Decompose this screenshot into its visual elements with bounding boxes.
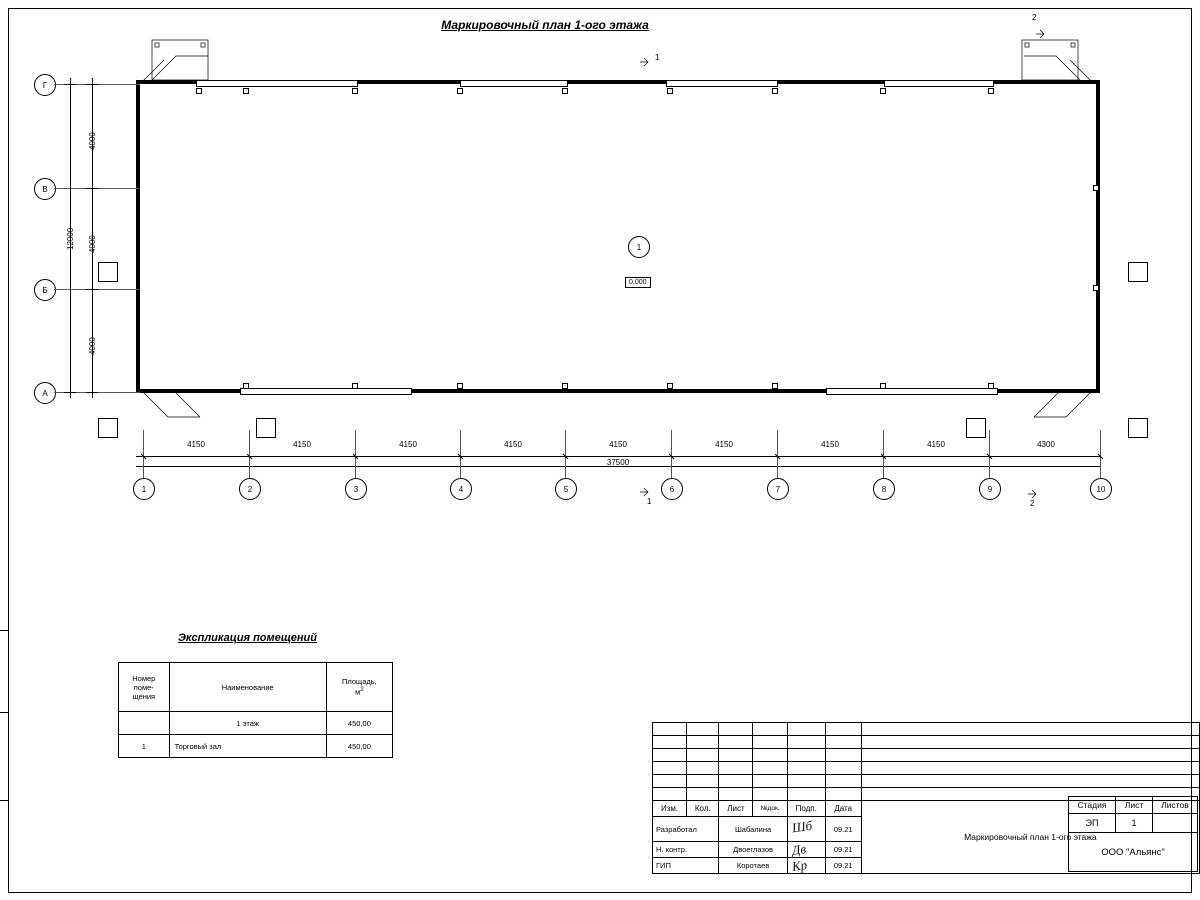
axis-bubble-1: 1 [133, 478, 155, 500]
rev-cell [861, 775, 1199, 788]
axis-bubble-5: 5 [555, 478, 577, 500]
hdim-label-8: 4150 [927, 440, 945, 449]
foundation-block-b2 [966, 418, 986, 438]
wall-bot-seg-1 [136, 389, 240, 393]
rev-cell [825, 775, 861, 788]
column-mark [988, 88, 994, 94]
axis-leader-5 [565, 430, 566, 478]
axis-bubble-10: 10 [1090, 478, 1112, 500]
cell-name: Торговый зал [169, 735, 326, 758]
axis-leader-7 [777, 430, 778, 478]
rev-cell [825, 736, 861, 749]
stage-value: ЭП [1069, 814, 1116, 833]
sheet-border-top [8, 8, 1192, 9]
vdim-label-1: 4000 [88, 132, 97, 150]
window-top-3 [666, 80, 778, 87]
table-row [119, 735, 393, 758]
rev-cell [753, 723, 787, 736]
axis-bubble-4: 4 [450, 478, 472, 500]
hdim-line-inner [136, 456, 1100, 457]
stamp-col-kol: Кол. [687, 801, 719, 817]
revision-row [653, 749, 1200, 762]
stamp-date-gip: 09.21 [825, 858, 861, 874]
elevation-mark: 0,000 [625, 277, 651, 288]
hdim-label-9: 4300 [1037, 440, 1055, 449]
column-mark [562, 383, 568, 389]
sheets-value [1153, 814, 1198, 833]
header-area-l2: $м^2$ [355, 686, 364, 697]
column-mark [1093, 285, 1099, 291]
company-name: ООО "Альянс" [1069, 833, 1198, 872]
rev-cell [825, 762, 861, 775]
wall-top-seg-5 [992, 80, 1100, 84]
axis-leader-8 [883, 430, 884, 478]
column-mark [772, 88, 778, 94]
hdim-label-6: 4150 [715, 440, 733, 449]
revision-row [653, 762, 1200, 775]
cell-name: 1 этаж [169, 712, 326, 735]
axis-bubble-b: Б [34, 279, 56, 301]
stamp-sign-control [787, 842, 825, 858]
stamp-name-control: Двоеглазов [719, 842, 787, 858]
column-mark [880, 383, 886, 389]
rev-cell [861, 762, 1199, 775]
stamp-name-developer: Шабалина [719, 817, 787, 842]
signature-glyph: Дв [790, 841, 807, 858]
stamp-right-header [1069, 797, 1198, 814]
cell-area: 450,00 [326, 735, 392, 758]
rev-cell [687, 788, 719, 801]
header-area-l1: Площадь, [342, 677, 377, 687]
stamp-col-podp: Подп. [787, 801, 825, 817]
vdim-tick [86, 289, 98, 290]
wall-left [136, 80, 140, 393]
rev-cell [861, 749, 1199, 762]
sheet-border-left [8, 8, 9, 892]
stamp-col-izm: Изм. [653, 801, 687, 817]
vdim-tick-outer [64, 392, 76, 393]
cell-number: 1 [119, 735, 170, 758]
rev-cell [719, 723, 753, 736]
hdim-label-2: 4150 [293, 440, 311, 449]
rev-cell [861, 723, 1199, 736]
hdim-label-7: 4150 [821, 440, 839, 449]
rev-cell [653, 736, 687, 749]
window-bottom-2 [826, 388, 998, 395]
rev-cell [719, 736, 753, 749]
hdim-total: 37500 [606, 458, 630, 467]
column-mark [667, 383, 673, 389]
rev-cell [687, 736, 719, 749]
revision-row [653, 736, 1200, 749]
plan-title: Маркировочный план 1-ого этажа [441, 18, 649, 32]
foundation-block-left [98, 262, 118, 282]
wall-bot-seg-2 [410, 389, 826, 393]
window-top-2 [460, 80, 568, 87]
wall-right [1096, 80, 1100, 393]
table-row [119, 712, 393, 735]
column-mark [988, 383, 994, 389]
foundation-block-bl [98, 418, 118, 438]
stamp-col-ndok: №док. [753, 801, 787, 817]
section-mark-2-top: 2 [1032, 13, 1037, 22]
section-mark-2-bottom: 2 [1030, 499, 1035, 508]
explication-title: Экспликация помещений [178, 632, 317, 644]
wall-top-seg-2 [356, 80, 460, 84]
stamp-company-row [1069, 833, 1198, 872]
sheet-value: 1 [1116, 814, 1153, 833]
axis-leader-1 [143, 430, 144, 478]
stamp-sign-developer [787, 817, 825, 842]
axis-bubble-8: 8 [873, 478, 895, 500]
header-cell-area [326, 663, 392, 712]
rev-cell [653, 749, 687, 762]
stamp-role-gip: ГИП [653, 858, 719, 874]
axis-leader-6 [671, 430, 672, 478]
column-mark [457, 383, 463, 389]
wall-top-seg-4 [776, 80, 884, 84]
axis-leader-3 [355, 430, 356, 478]
rev-cell [787, 749, 825, 762]
axis-bubble-g: Г [34, 74, 56, 96]
rev-cell [719, 788, 753, 801]
stamp-right-values [1069, 814, 1198, 833]
window-top-1 [196, 80, 358, 87]
hdim-label-5: 4150 [609, 440, 627, 449]
rev-cell [753, 762, 787, 775]
vdim-tick [86, 392, 98, 393]
fold-mark-1 [0, 630, 8, 631]
axis-leader-4 [460, 430, 461, 478]
column-mark [772, 383, 778, 389]
window-bottom-1 [240, 388, 412, 395]
rev-cell [787, 788, 825, 801]
axis-leader-10 [1100, 430, 1101, 478]
rev-cell [825, 788, 861, 801]
rev-cell [753, 736, 787, 749]
hdim-label-4: 4150 [504, 440, 522, 449]
signature-glyph: Шб [790, 817, 813, 836]
hdim-label-1: 4150 [187, 440, 205, 449]
rev-cell [787, 762, 825, 775]
stamp-role-developer: Разработал [653, 817, 719, 842]
rev-cell [861, 736, 1199, 749]
rev-cell [687, 775, 719, 788]
fold-mark-3 [0, 800, 8, 801]
foundation-block-b1 [256, 418, 276, 438]
rev-cell [687, 723, 719, 736]
column-mark [352, 88, 358, 94]
stamp-col-list: Лист [719, 801, 753, 817]
cell-area: 450,00 [326, 712, 392, 735]
revision-row [653, 775, 1200, 788]
column-mark [243, 383, 249, 389]
rev-cell [753, 749, 787, 762]
axis-bubble-a: А [34, 382, 56, 404]
cell-number [119, 712, 170, 735]
rev-cell [653, 775, 687, 788]
vdim-label-2: 4000 [88, 235, 97, 253]
rev-cell [787, 775, 825, 788]
vdim-tick [86, 84, 98, 85]
column-mark [562, 88, 568, 94]
column-mark [457, 88, 463, 94]
rev-cell [687, 762, 719, 775]
stage-label: Стадия [1069, 797, 1116, 814]
axis-bubble-6: 6 [661, 478, 683, 500]
stamp-col-data: Дата [825, 801, 861, 817]
column-mark [667, 88, 673, 94]
rev-cell [825, 749, 861, 762]
rev-cell [653, 788, 687, 801]
vdim-label-3: 4000 [88, 337, 97, 355]
axis-bubble-3: 3 [345, 478, 367, 500]
section-mark-1-bottom: 1 [647, 497, 652, 506]
vdim-tick-outer [64, 84, 76, 85]
rev-cell [825, 723, 861, 736]
table-header-row [119, 663, 393, 712]
signature-glyph: Кр [790, 857, 808, 874]
rev-cell [653, 723, 687, 736]
column-mark [352, 383, 358, 389]
fold-mark-2 [0, 712, 8, 713]
header-number-l1: Номер [132, 673, 156, 683]
rev-cell [787, 736, 825, 749]
section-mark-1-top: 1 [655, 53, 660, 62]
sheet-label: Лист [1116, 797, 1153, 814]
sheet-border-bottom [8, 892, 1192, 893]
rev-cell [719, 762, 753, 775]
vdim-total-label: 12000 [66, 227, 75, 250]
header-number-l2: поме- [133, 682, 154, 692]
axis-bubble-2: 2 [239, 478, 261, 500]
rev-cell [719, 749, 753, 762]
wall-top-seg-3 [566, 80, 666, 84]
revision-row [653, 723, 1200, 736]
wall-bot-seg-3 [996, 389, 1100, 393]
stamp-date-developer: 09.21 [825, 817, 861, 842]
room-number-bubble: 1 [628, 236, 650, 258]
rev-cell [653, 762, 687, 775]
rev-cell [719, 775, 753, 788]
foundation-block-br [1128, 418, 1148, 438]
stamp-sheet-title: Маркировочный план 1-ого этажа [861, 801, 1199, 874]
axis-bubble-v: В [34, 178, 56, 200]
stamp-role-control: Н. контр. [653, 842, 719, 858]
stamp-right-block [1068, 796, 1198, 872]
stamp-date-control: 09.21 [825, 842, 861, 858]
hdim-label-3: 4150 [399, 440, 417, 449]
wall-top-seg-1 [136, 80, 196, 84]
rev-cell [753, 788, 787, 801]
explication-table [118, 662, 393, 758]
axis-bubble-9: 9 [979, 478, 1001, 500]
header-cell-name: Наименование [169, 663, 326, 712]
stamp-name-gip: Коротаев [719, 858, 787, 874]
sheets-label: Листов [1153, 797, 1198, 814]
foundation-block-right [1128, 262, 1148, 282]
axis-leader-9 [989, 430, 990, 478]
column-mark [196, 88, 202, 94]
column-mark [880, 88, 886, 94]
vdim-tick [86, 188, 98, 189]
rev-cell [687, 749, 719, 762]
column-mark [243, 88, 249, 94]
stamp-sign-gip [787, 858, 825, 874]
axis-leader-2 [249, 430, 250, 478]
header-number-l3: щения [132, 691, 156, 701]
rev-cell [753, 775, 787, 788]
header-cell-number [119, 663, 170, 712]
window-top-4 [884, 80, 994, 87]
rev-cell [787, 723, 825, 736]
axis-bubble-7: 7 [767, 478, 789, 500]
column-mark [1093, 185, 1099, 191]
